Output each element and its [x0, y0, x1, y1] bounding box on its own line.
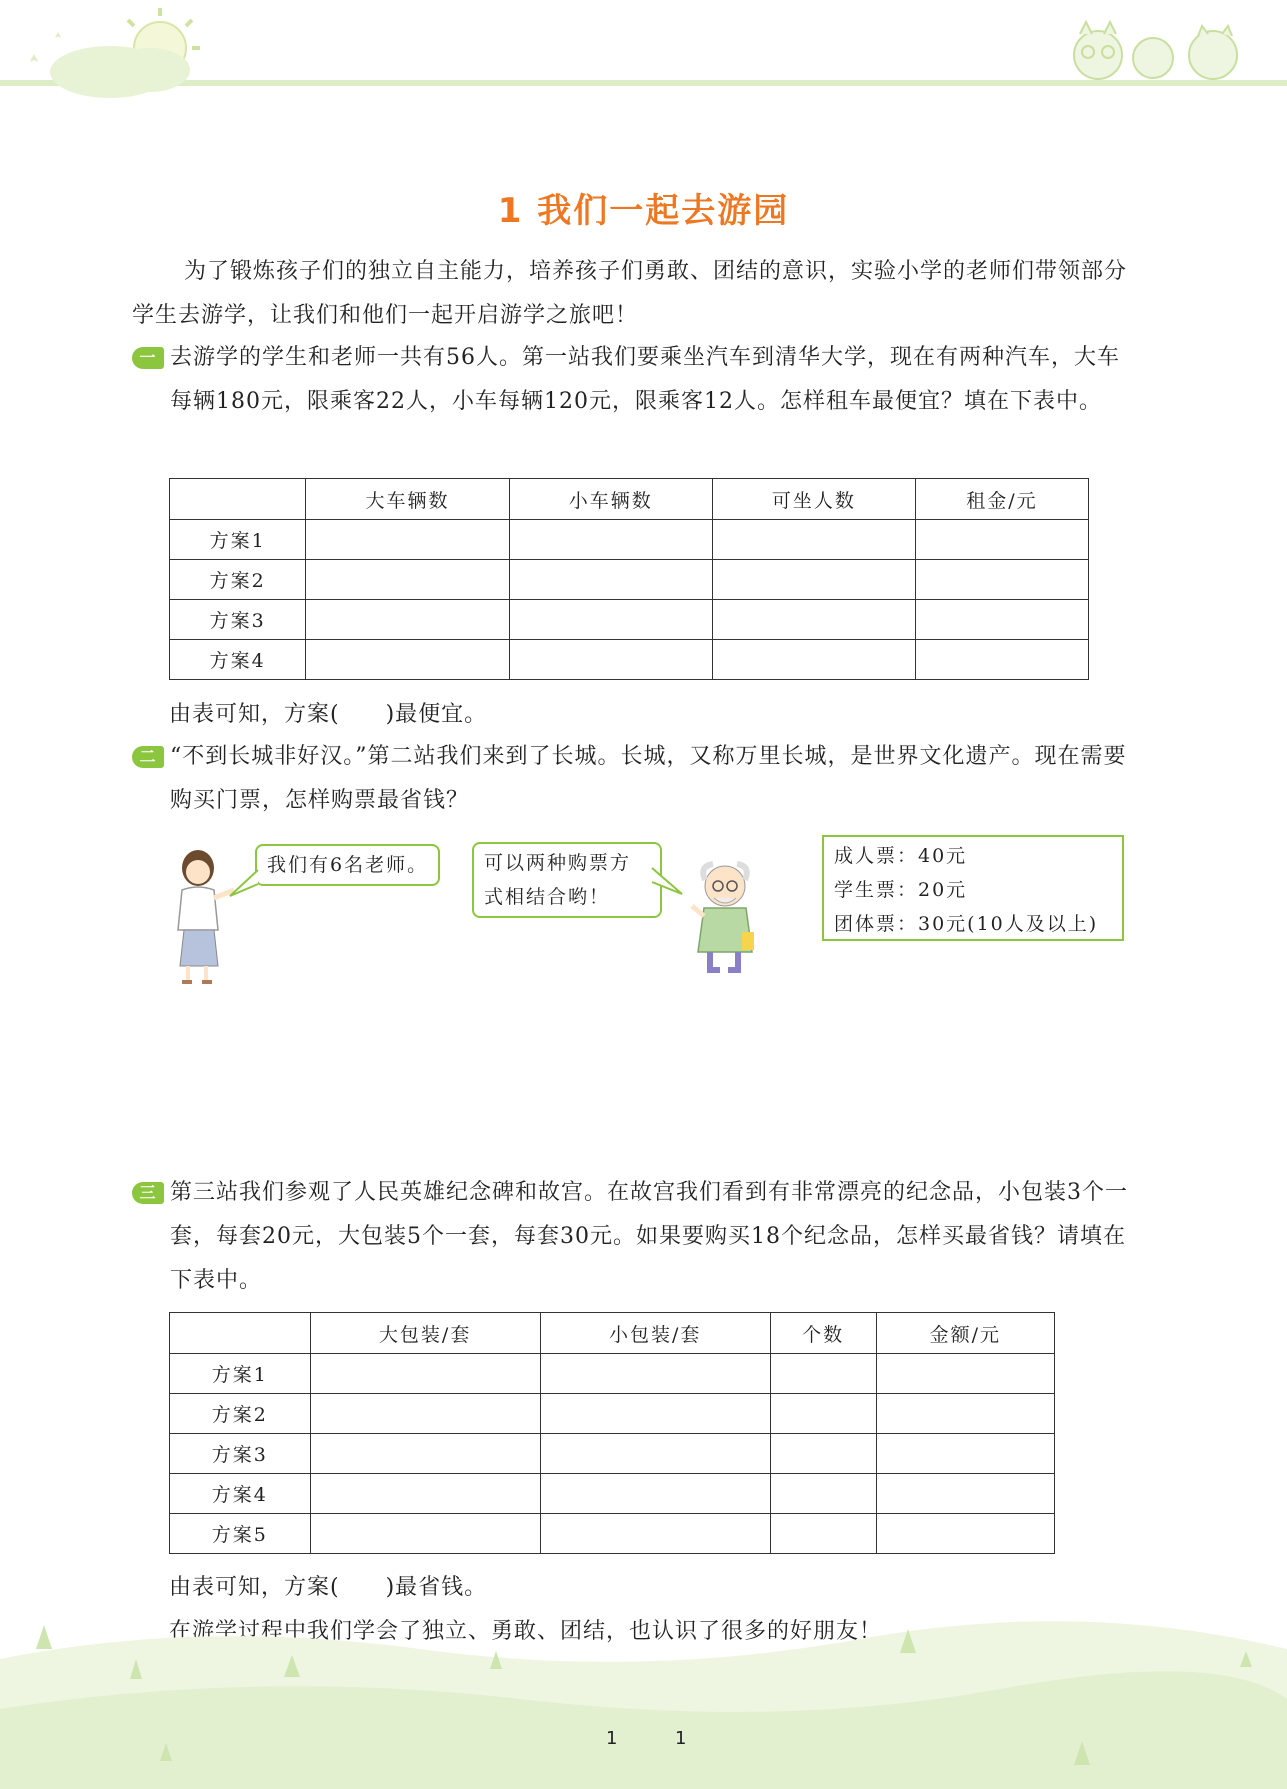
table-header-cell	[170, 1313, 311, 1354]
row-label: 方案1	[170, 1354, 311, 1394]
answer-cell[interactable]	[770, 1514, 876, 1554]
bubble-text-line: 可以两种购票方	[484, 852, 632, 874]
page-number: 1	[675, 1728, 687, 1749]
question-badge: 三	[132, 1182, 164, 1204]
answer-cell[interactable]	[509, 640, 712, 680]
row-label: 方案1	[170, 520, 306, 560]
bubble-text: 我们有6名老师。	[267, 854, 429, 876]
table-header-cell: 小包装/套	[540, 1313, 770, 1354]
table-header-cell: 小车辆数	[509, 479, 712, 520]
question-2	[132, 735, 1142, 823]
answer-cell[interactable]	[306, 600, 509, 640]
row-label: 方案3	[170, 600, 306, 640]
price-item: 学生票：20元	[834, 879, 968, 901]
intro-paragraph: 为了锻炼孩子们的独立自主能力，培养孩子们勇敢、团结的意识，实验小学的老师们带领部分学生去游学，让我们和他们一起开启游学之旅吧！	[132, 259, 1128, 328]
answer-cell[interactable]	[509, 600, 712, 640]
row-label: 方案4	[170, 1474, 311, 1514]
question-text: 第三站我们参观了人民英雄纪念碑和故宫。在故宫我们看到有非常漂亮的纪念品，小包装3个一套，每套20元，大包装5个一套，每套30元。如果要购买18个纪念品，怎样买最省钱？请填在下表中。	[170, 1180, 1129, 1293]
answer-cell[interactable]	[712, 520, 915, 560]
table-header-cell: 大包装/套	[310, 1313, 540, 1354]
table-header-cell: 租金/元	[915, 479, 1088, 520]
answer-cell[interactable]	[876, 1394, 1054, 1434]
table-row	[170, 1474, 1055, 1514]
answer-cell[interactable]	[509, 560, 712, 600]
row-label: 方案3	[170, 1434, 311, 1474]
bubble-text-line: 式相结合哟！	[484, 886, 611, 908]
answer-cell[interactable]	[915, 560, 1088, 600]
question-badge: 二	[132, 746, 164, 768]
q3-conclusion: 由表可知，方案( )最省钱。	[169, 1575, 488, 1600]
page-title: 1 我们一起去游园	[497, 191, 790, 231]
table-header-row	[170, 479, 1089, 520]
answer-cell[interactable]	[712, 600, 915, 640]
answer-cell[interactable]	[712, 560, 915, 600]
table-header-cell: 个数	[770, 1313, 876, 1354]
answer-cell[interactable]	[915, 640, 1088, 680]
table-row	[170, 560, 1089, 600]
answer-cell[interactable]	[540, 1434, 770, 1474]
table-header-cell	[170, 479, 306, 520]
ticket-price-box	[822, 835, 1124, 941]
q1-conclusion: 由表可知，方案( )最便宜。	[169, 702, 488, 727]
price-item: 团体票：30元(10人及以上)	[834, 913, 1099, 935]
hills-decoration	[0, 1599, 1287, 1789]
question-text: 去游学的学生和老师一共有56人。第一站我们要乘坐汽车到清华大学，现在有两种汽车，大车每辆180元，限乘客22人，小车每辆120元，限乘客12人。怎样租车最便宜？填在下表中。	[170, 345, 1120, 414]
page-number: 1	[606, 1728, 618, 1749]
question-badge: 一	[132, 347, 164, 369]
answer-cell[interactable]	[770, 1434, 876, 1474]
answer-cell[interactable]	[306, 560, 509, 600]
answer-cell[interactable]	[876, 1474, 1054, 1514]
row-label: 方案2	[170, 560, 306, 600]
animal-friends-icon	[1074, 22, 1237, 79]
table-header-row	[170, 1313, 1055, 1354]
souvenir-plan-table	[169, 1312, 1055, 1554]
table-row	[170, 1354, 1055, 1394]
header-decoration	[0, 0, 1287, 110]
answer-cell[interactable]	[310, 1394, 540, 1434]
answer-cell[interactable]	[915, 520, 1088, 560]
answer-cell[interactable]	[540, 1354, 770, 1394]
bubble-tail	[650, 866, 684, 896]
answer-cell[interactable]	[876, 1354, 1054, 1394]
answer-cell[interactable]	[306, 520, 509, 560]
question-1	[132, 336, 1142, 424]
row-label: 方案4	[170, 640, 306, 680]
answer-cell[interactable]	[770, 1394, 876, 1434]
answer-cell[interactable]	[306, 640, 509, 680]
answer-cell[interactable]	[509, 520, 712, 560]
table-header-cell: 可坐人数	[712, 479, 915, 520]
teacher-speech-bubble	[255, 844, 440, 886]
table-row	[170, 640, 1089, 680]
answer-cell[interactable]	[770, 1474, 876, 1514]
answer-cell[interactable]	[876, 1514, 1054, 1554]
price-item: 成人票：40元	[834, 845, 968, 867]
table-header-cell: 大车辆数	[306, 479, 509, 520]
answer-cell[interactable]	[310, 1514, 540, 1554]
answer-cell[interactable]	[540, 1514, 770, 1554]
answer-cell[interactable]	[310, 1474, 540, 1514]
table-row	[170, 1394, 1055, 1434]
table-row	[170, 520, 1089, 560]
answer-cell[interactable]	[540, 1394, 770, 1434]
closing-sentence: 在游学过程中我们学会了独立、勇敢、团结，也认识了很多的好朋友！	[169, 1619, 883, 1644]
answer-cell[interactable]	[310, 1354, 540, 1394]
answer-cell[interactable]	[540, 1474, 770, 1514]
question-text: “不到长城非好汉。”第二站我们来到了长城。长城，又称万里长城，是世界文化遗产。现在需要购买门票，怎样购票最省钱？	[170, 744, 1127, 813]
answer-cell[interactable]	[876, 1434, 1054, 1474]
question-3	[132, 1171, 1142, 1303]
grandpa-illustration	[680, 860, 770, 980]
answer-cell[interactable]	[770, 1354, 876, 1394]
answer-cell[interactable]	[915, 600, 1088, 640]
row-label: 方案2	[170, 1394, 311, 1434]
answer-cell[interactable]	[310, 1434, 540, 1474]
table-row	[170, 1514, 1055, 1554]
table-row	[170, 600, 1089, 640]
rental-plan-table	[169, 478, 1089, 680]
bubble-tail	[228, 868, 260, 898]
grandpa-speech-bubble	[472, 842, 662, 918]
row-label: 方案5	[170, 1514, 311, 1554]
table-header-cell: 金额/元	[876, 1313, 1054, 1354]
answer-cell[interactable]	[712, 640, 915, 680]
table-row	[170, 1434, 1055, 1474]
